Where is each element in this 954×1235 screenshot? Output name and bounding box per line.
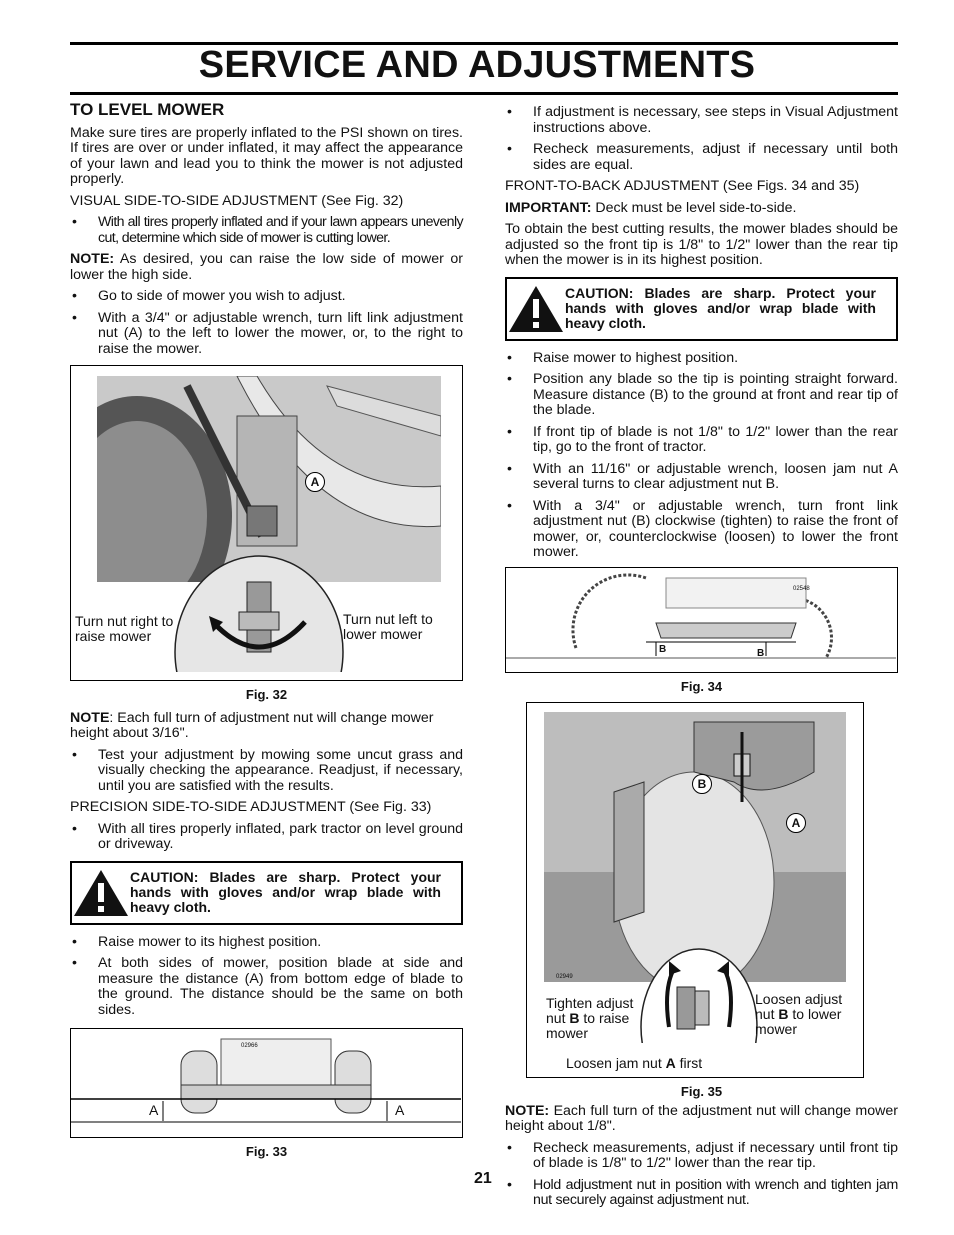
measure-list bbox=[70, 935, 463, 1019]
label-a-left: A bbox=[149, 1102, 159, 1118]
tractor-side-view bbox=[506, 568, 896, 668]
figure-code: 02966 bbox=[241, 1043, 258, 1049]
jam-nut-label: Loosen jam nut A first bbox=[566, 1055, 703, 1071]
list-item: • At both sides of mower, position blade at side and measure the distance (A) from bottom edge of blade to the ground. The distance should be the same on both sides. bbox=[70, 956, 463, 1018]
note-label: NOTE: bbox=[505, 1102, 550, 1119]
figure-32-illustration bbox=[97, 376, 441, 582]
figure-35-detail-circle bbox=[639, 947, 759, 1043]
callout-a: A bbox=[305, 472, 325, 492]
list-item: • Test your adjustment by mowing some uncut grass and visually checking the appearance. Readjust, if necessary, until you are satisfied with the results. bbox=[70, 748, 463, 795]
page-title: SERVICE AND ADJUSTMENTS bbox=[198, 44, 756, 86]
nut-detail bbox=[639, 947, 759, 1043]
list-item: • Raise mower to its highest position. bbox=[70, 935, 463, 951]
warning-icon bbox=[72, 868, 130, 918]
visual-heading: VISUAL SIDE-TO-SIDE ADJUSTMENT (See Fig. 32) bbox=[70, 192, 404, 209]
list-item: • Hold adjustment nut in position with wrench and tighten jam nut securely against adjustment nut. bbox=[505, 1178, 898, 1209]
callout-b: B bbox=[692, 774, 712, 794]
figure-33 bbox=[70, 1028, 463, 1138]
warning-icon bbox=[507, 284, 565, 334]
caution-text: CAUTION: Blades are sharp. Protect your hands with gloves and/or wrap blade with heavy cloth. bbox=[565, 285, 876, 331]
obtain-paragraph: To obtain the best cutting results, the mower blades should be adjusted so the front tip is 1/8" to 1/2" lower than the rear tip when the mower is in its highest position. bbox=[505, 221, 898, 268]
list-item: • Go to side of mower you wish to adjust. bbox=[70, 289, 463, 305]
nut-detail bbox=[173, 552, 345, 672]
list-item: • With a 3/4" or adjustable wrench, turn front link adjustment nut (B) clockwise (tighten) to raise the front of mower, or, counterclockwise (loosen) to lower the front mower. bbox=[505, 499, 898, 561]
list-item: • With all tires properly inflated and if your lawn appears unevenly cut, determine which side of mower is cutting lower. bbox=[70, 215, 463, 246]
tighten-label: Tighten adjust nut B to raise mower bbox=[546, 995, 634, 1041]
mower-lift-link-illustration bbox=[97, 376, 441, 582]
figure-code: 02548 bbox=[793, 585, 810, 592]
adjust-list bbox=[70, 289, 463, 357]
figure-32-detail-circle bbox=[173, 552, 345, 672]
loosen-label: Loosen adjust nut B to lower mower bbox=[755, 991, 843, 1037]
test-list bbox=[70, 748, 463, 795]
callout-a: A bbox=[786, 813, 806, 833]
label-b-rear: B bbox=[757, 647, 765, 659]
list-item: • With a 3/4" or adjustable wrench, turn lift link adjustment nut (A) to the left to lower the mower, or, to the right to raise the mower. bbox=[70, 311, 463, 358]
note-paragraph bbox=[70, 711, 463, 742]
turn-right-label: Turn nut right to raise mower bbox=[75, 613, 174, 644]
front-to-back-heading: FRONT-TO-BACK ADJUSTMENT (See Figs. 34 and 35) bbox=[505, 178, 860, 194]
caution-box bbox=[70, 861, 463, 925]
title-rule bbox=[70, 92, 898, 95]
front-to-back-list bbox=[505, 351, 898, 561]
important-text: Deck must be level side-to-side. bbox=[591, 199, 797, 216]
figure-code: 02949 bbox=[556, 974, 573, 980]
note-label: NOTE bbox=[70, 709, 110, 726]
precision-heading: PRECISION SIDE-TO-SIDE ADJUSTMENT (See Fig. 33) bbox=[70, 799, 432, 815]
figure-33-caption: Fig. 33 bbox=[245, 1144, 288, 1159]
section-heading: TO LEVEL MOWER bbox=[70, 100, 225, 119]
continue-list bbox=[505, 105, 898, 173]
list-item: • Raise mower to highest position. bbox=[505, 351, 898, 367]
list-item: • With an 11/16" or adjustable wrench, loosen jam nut A several turns to clear adjustment nut B. bbox=[505, 462, 898, 493]
important-paragraph bbox=[505, 201, 898, 217]
list-item: • If front tip of blade is not 1/8" to 1/2" lower than the rear tip, go to the front of tractor. bbox=[505, 425, 898, 456]
left-column bbox=[70, 100, 463, 1168]
note-text: : Each full turn of adjustment nut will change mower height about 3/16". bbox=[70, 709, 434, 741]
right-column bbox=[505, 100, 898, 1215]
figure-35 bbox=[526, 702, 864, 1078]
page-number: 21 bbox=[474, 1170, 492, 1187]
figure-32-caption: Fig. 32 bbox=[245, 687, 288, 702]
note-label: NOTE: bbox=[70, 251, 115, 267]
figure-35-caption: Fig. 35 bbox=[680, 1084, 723, 1099]
note-paragraph bbox=[505, 1104, 898, 1135]
figure-34-caption: Fig. 34 bbox=[680, 678, 723, 694]
caution-box bbox=[505, 277, 898, 341]
note-paragraph bbox=[70, 252, 463, 283]
visual-list bbox=[70, 215, 463, 246]
list-item: • Recheck measurements, adjust if necessary until both sides are equal. bbox=[505, 142, 898, 173]
important-label: IMPORTANT: bbox=[505, 199, 592, 216]
front-link-illustration bbox=[544, 712, 846, 982]
intro-paragraph: Make sure tires are properly inflated to the PSI shown on tires. If tires are over or under inflated, it may affect the appearance of your lawn and lead you to think the mower is not adjusted properly. bbox=[70, 124, 463, 187]
figure-34 bbox=[505, 567, 898, 673]
figure-32 bbox=[70, 365, 463, 681]
figure-35-illustration bbox=[544, 712, 846, 982]
list-item: • With all tires properly inflated, park tractor on level ground or driveway. bbox=[70, 822, 463, 853]
turn-left-label: Turn nut left to lower mower bbox=[343, 611, 433, 642]
label-b-front: B bbox=[659, 643, 667, 655]
note-text: Each full turn of the adjustment nut will change mower height about 1/8". bbox=[505, 1102, 898, 1134]
note-text: As desired, you can raise the low side of mower or lower the high side. bbox=[70, 251, 463, 283]
final-list bbox=[505, 1141, 898, 1209]
list-item: • Recheck measurements, adjust if necessary until front tip of blade is 1/8" to 1/2" lower than the rear tip. bbox=[505, 1141, 898, 1172]
list-item: • If adjustment is necessary, see steps in Visual Adjustment instructions above. bbox=[505, 105, 898, 136]
caution-text: CAUTION: Blades are sharp. Protect your hands with gloves and/or wrap blade with heavy cloth. bbox=[130, 869, 441, 915]
label-a-right: A bbox=[395, 1102, 405, 1118]
park-list bbox=[70, 822, 463, 853]
list-item: • Position any blade so the tip is pointing straight forward. Measure distance (B) to the ground at front and rear tip of the blade. bbox=[505, 372, 898, 419]
